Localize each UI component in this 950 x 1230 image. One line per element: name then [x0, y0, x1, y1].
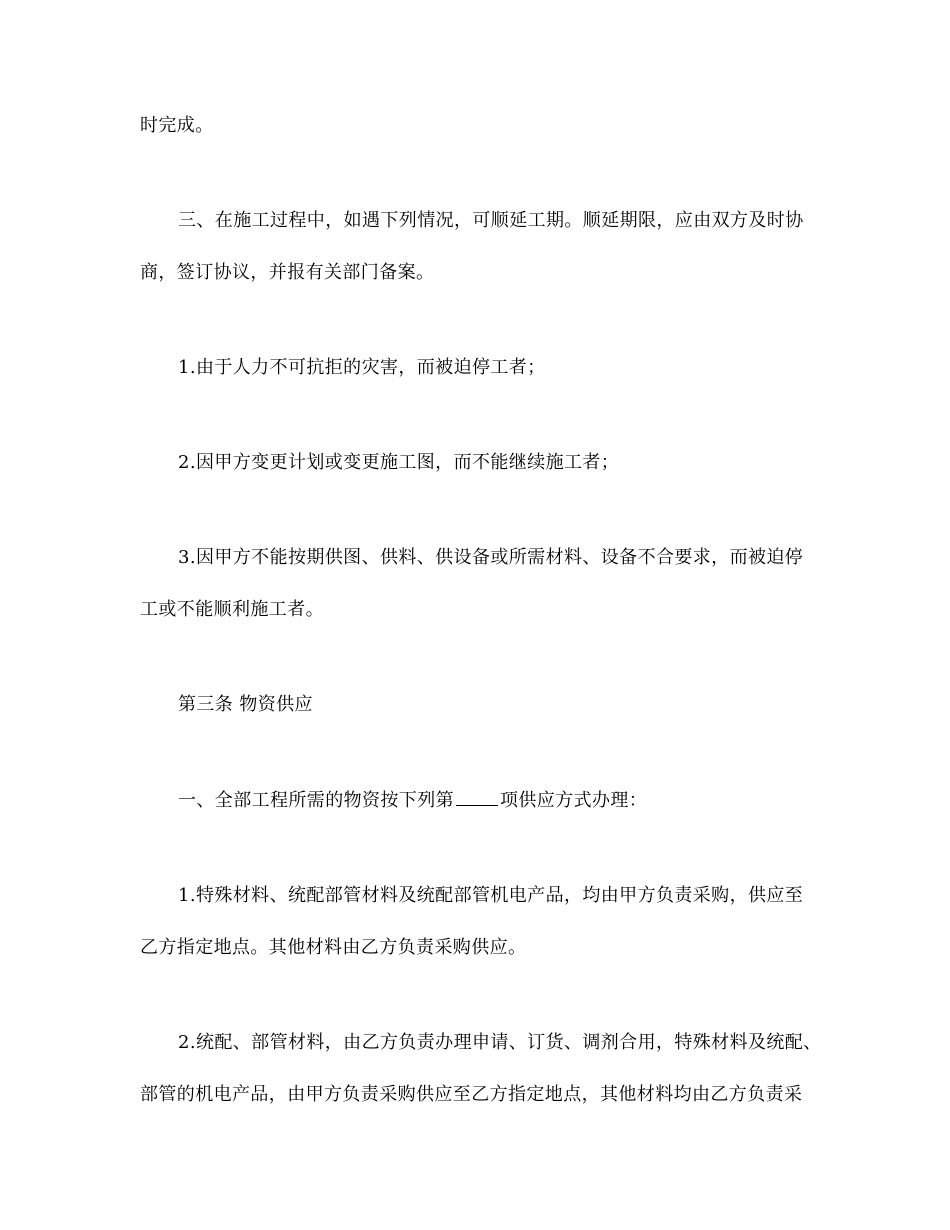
paragraph-line: 部管的机电产品，由甲方负责采购供应至乙方指定地点，其他材料均由乙方负责采: [140, 1084, 803, 1105]
fill-in-blank: [456, 789, 498, 806]
list-item: 3.因甲方不能按期供图、供料、供设备或所需材料、设备不合要求，而被迫停: [178, 547, 804, 568]
list-item: 2.统配、部管材料，由乙方负责办理申请、订货、调剂合用，特殊材料及统配、: [178, 1032, 822, 1053]
paragraph-line: 三、在施工过程中，如遇下列情况，可顺延工期。顺延期限，应由双方及时协: [178, 210, 804, 231]
paragraph-line: [178, 789, 858, 813]
list-item: 2.因甲方变更计划或变更施工图，而不能继续施工者；: [178, 452, 620, 473]
list-item: 1.特殊材料、统配部管材料及统配部管机电产品，均由甲方负责采购，供应至: [178, 885, 804, 906]
paragraph-text: 一、全部工程所需的物资按下列第: [178, 790, 454, 811]
paragraph-line: 时完成。: [140, 115, 214, 136]
section-heading: 第三条 物资供应: [178, 694, 313, 715]
list-item: 1.由于人力不可抗拒的灾害，而被迫停工者；: [178, 357, 546, 378]
paragraph-line: 商，签订协议，并报有关部门备案。: [140, 262, 435, 283]
paragraph-line: 工或不能顺利施工者。: [140, 599, 324, 620]
paragraph-line: 乙方指定地点。其他材料由乙方负责采购供应。: [140, 937, 527, 958]
paragraph-text: 项供应方式办理：: [500, 790, 648, 811]
